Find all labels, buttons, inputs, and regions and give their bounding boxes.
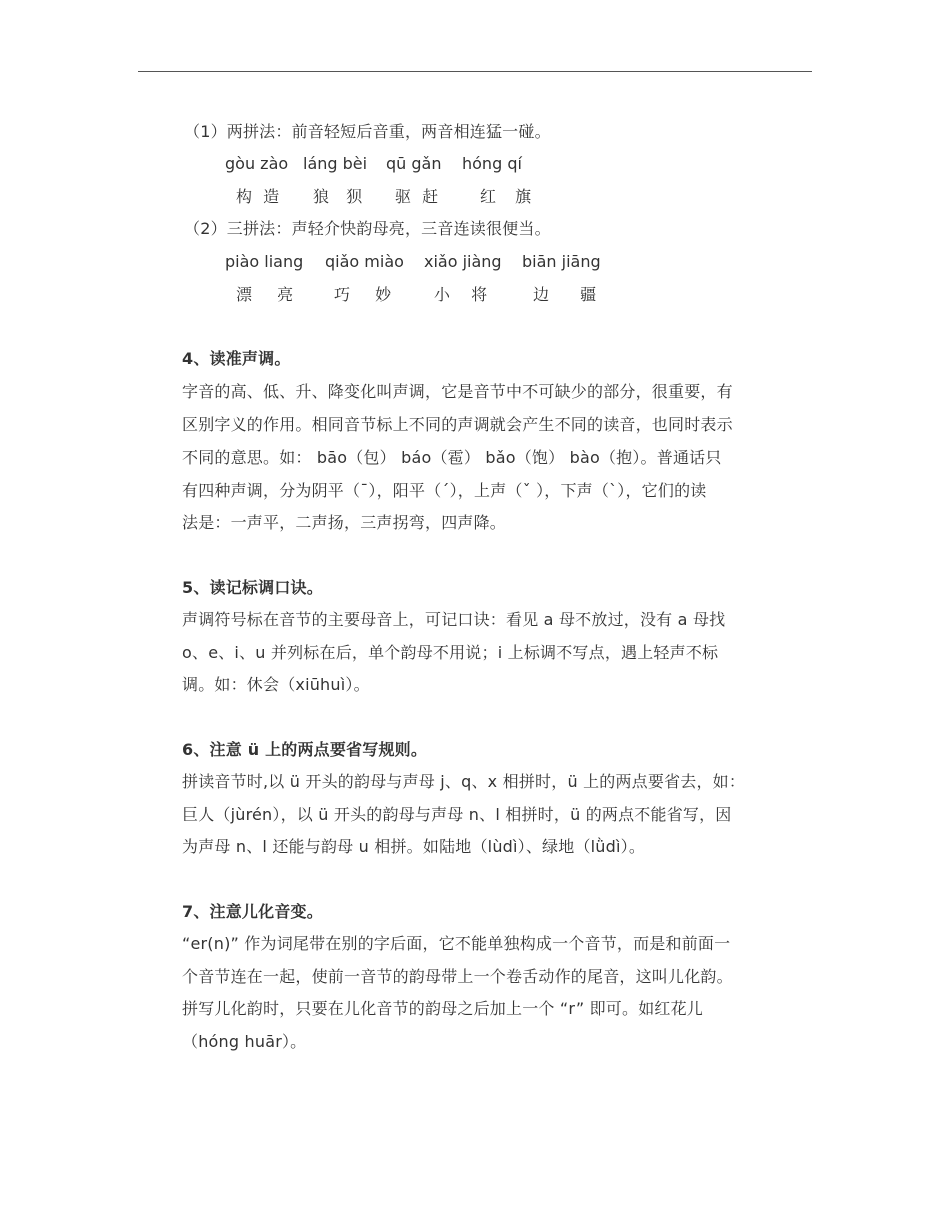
paragraph-line: 区别字义的作用。相同音节标上不同的声调就会产生不同的读音，也同时表示 <box>182 415 733 434</box>
pinyin-word: biān jiāng <box>522 252 601 271</box>
pinyin-word: láng bèi <box>303 154 368 173</box>
hanzi-word: 小 将 <box>434 285 488 304</box>
paragraph-line: 不同的意思。如： bāo（包） báo（雹） bǎo（饱） bào（抱）。普通话只 <box>182 448 722 467</box>
hanzi-word: 巧 妙 <box>334 285 392 304</box>
paragraph-line: 声调符号标在音节的主要母音上，可记口诀：看见 a 母不放过，没有 a 母找 <box>182 610 726 629</box>
section-heading: 6、注意 ü 上的两点要省写规则。 <box>182 740 428 759</box>
paragraph-line: 法是：一声平，二声扬，三声拐弯，四声降。 <box>182 513 507 532</box>
paragraph-line: 个音节连在一起，使前一音节的韵母带上一个卷舌动作的尾音，这叫儿化韵。 <box>182 967 733 986</box>
paragraph-line: “er(n)” 作为词尾带在别的字后面，它不能单独构成一个音节，而是和前面一 <box>182 934 731 953</box>
two-spelling-rule: （1）两拼法：前音轻短后音重，两音相连猛一碰。 <box>184 122 551 141</box>
paragraph-line: 巨人（jùrén），以 ü 开头的韵母与声母 n、l 相拼时，ü 的两点不能省写，因 <box>182 805 732 824</box>
section-heading: 5、读记标调口诀。 <box>182 578 323 597</box>
header-rule <box>138 71 812 72</box>
hanzi-word: 驱 赶 <box>395 187 439 206</box>
paragraph-line: 拼写儿化韵时，只要在儿化音节的韵母之后加上一个 “r” 即可。如红花儿 <box>182 999 704 1018</box>
hanzi-word: 漂 亮 <box>236 285 294 304</box>
hanzi-word: 边 疆 <box>533 285 597 304</box>
section-heading: 4、读准声调。 <box>182 349 291 368</box>
paragraph-line: o、e、i、u 并列标在后，单个韵母不用说；i 上标调不写点，遇上轻声不标 <box>182 643 719 662</box>
paragraph-line: 字音的高、低、升、降变化叫声调，它是音节中不可缺少的部分，很重要，有 <box>182 382 733 401</box>
pinyin-word: qū gǎn <box>386 154 442 173</box>
pinyin-word: xiǎo jiàng <box>424 252 502 271</box>
section-heading: 7、注意儿化音变。 <box>182 902 323 921</box>
pinyin-word: hóng qí <box>462 154 522 173</box>
paragraph-line: 调。如：休会（xiūhuì）。 <box>182 675 370 694</box>
pinyin-word: qiǎo miào <box>325 252 404 271</box>
pinyin-word: gòu zào <box>225 154 289 173</box>
paragraph-line: 拼读音节时,以 ü 开头的韵母与声母 j、q、x 相拼时，ü 上的两点要省去，如： <box>182 772 746 791</box>
paragraph-line: 有四种声调，分为阴平（ˉ），阳平（ˊ），上声（ˇ ），下声（ˋ），它们的读 <box>182 481 707 500</box>
hanzi-word: 构 造 <box>236 187 280 206</box>
paragraph-line: （hóng huār）。 <box>182 1032 307 1051</box>
pinyin-word: piào liang <box>225 252 304 271</box>
three-spelling-rule: （2）三拼法：声轻介快韵母亮，三音连读很便当。 <box>184 219 551 238</box>
paragraph-line: 为声母 n、l 还能与韵母 u 相拼。如陆地（lùdì）、绿地（lǜdì）。 <box>182 837 646 856</box>
hanzi-word: 红 旗 <box>480 187 532 206</box>
hanzi-word: 狼 狈 <box>313 187 363 206</box>
